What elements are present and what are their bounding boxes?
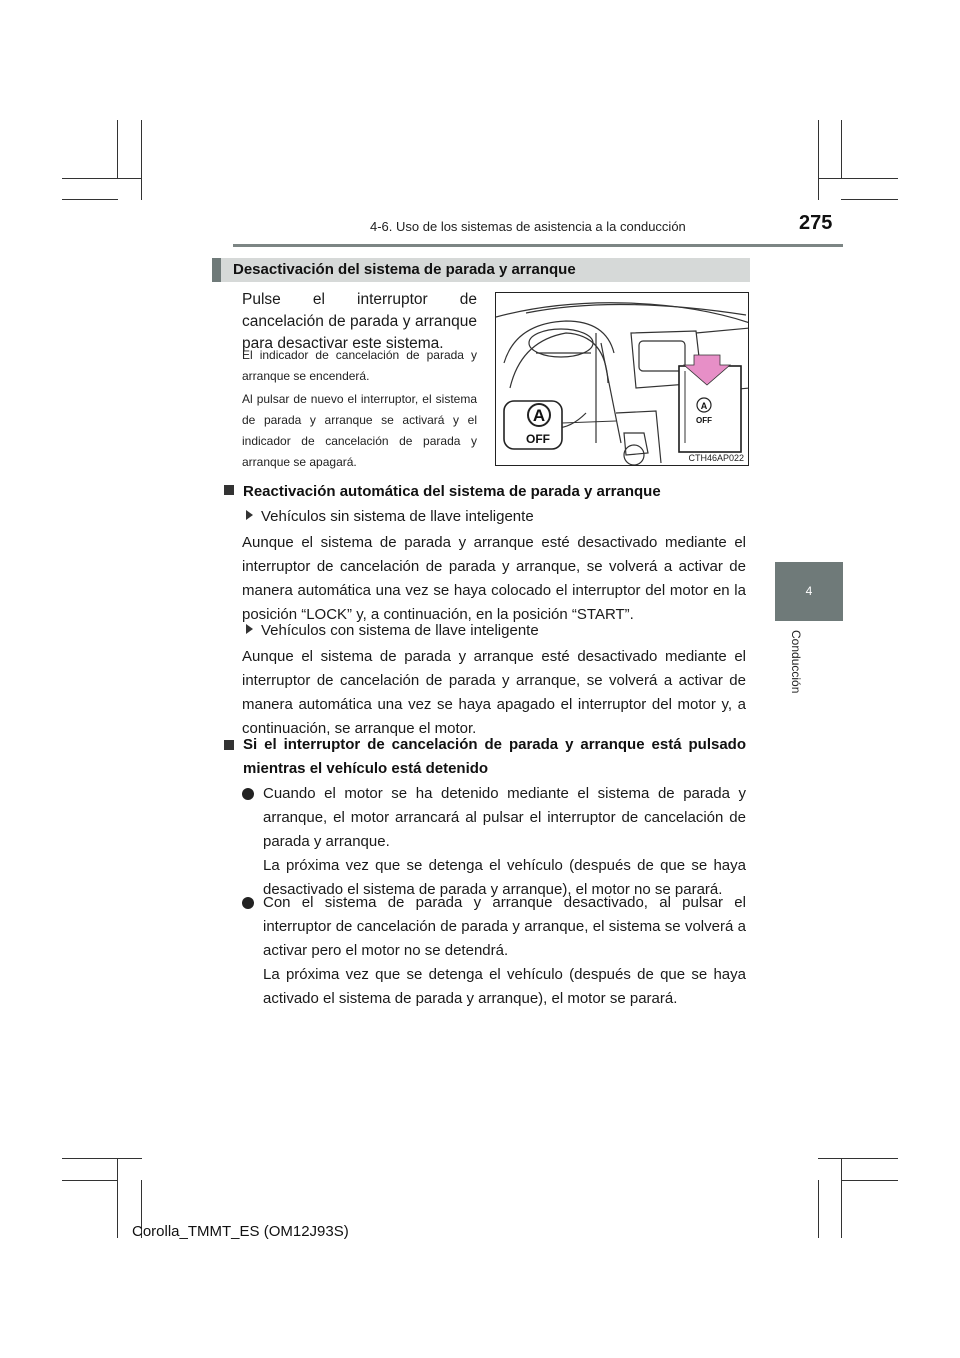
case-2-text: Aunque el sistema de parada y arranque esté desactivado mediante el interruptor de cancelación de parada y arranque, se volverá a activar de manera automática una vez se haya apagado el interruptor del motor y, a continuación, se arranque el motor.: [242, 648, 746, 737]
small-button-label: OFF: [696, 416, 712, 425]
chapter-tab-label: Conducción: [789, 630, 803, 694]
crop-mark: [841, 1180, 898, 1181]
square-bullet-icon: [224, 485, 234, 495]
crop-mark: [117, 120, 118, 178]
item-1-text: Cuando el motor se ha detenido mediante el sistema de parada y arranque, el motor arrancará al pulsar el interruptor de cancelación de parada y arranque.: [263, 785, 746, 850]
item-2-note: La próxima vez que se detenga el vehículo (después de que se haya activado el sistema de parada y arranque), el motor se parará.: [263, 966, 746, 1007]
round-bullet-icon: [242, 897, 254, 909]
large-button-label: OFF: [526, 432, 550, 446]
large-button-letter: A: [532, 406, 546, 425]
crop-mark: [62, 178, 142, 179]
dashboard-drawing: [496, 293, 749, 466]
crop-mark: [117, 1158, 118, 1238]
list-item: [242, 782, 746, 902]
crop-mark: [818, 178, 898, 179]
intro-note-2: Al pulsar de nuevo el interruptor, el sistema de parada y arranque se activará y el indicador de cancelación de parada y arranque se apagará.: [242, 392, 477, 469]
triangle-bullet-icon: [246, 510, 253, 520]
pressed-heading: Si el interruptor de cancelación de parada y arranque está pulsado mientras el vehículo está detenido: [224, 733, 746, 781]
crop-mark: [818, 1158, 898, 1159]
item-2-text: Con el sistema de parada y arranque desactivado, al pulsar el interruptor de cancelación de parada y arranque, el sistema se volverá a activar pero el motor no se detendrá.: [263, 894, 746, 959]
crop-mark: [841, 120, 842, 178]
triangle-bullet-icon: [246, 624, 253, 634]
crop-mark: [841, 199, 898, 200]
page-number: 275: [799, 212, 833, 234]
section-title: Desactivación del sistema de parada y arranque: [212, 258, 750, 282]
case-1-title: Vehículos sin sistema de llave inteligente: [246, 506, 534, 528]
crop-mark: [62, 1158, 142, 1159]
figure-code: CTH46AP022: [688, 453, 744, 463]
square-bullet-icon: [224, 740, 234, 750]
crop-mark: [841, 1158, 842, 1238]
intro-note-1: El indicador de cancelación de parada y arranque se encenderá.: [242, 348, 477, 383]
reactivation-heading: Reactivación automática del sistema de parada y arranque: [224, 481, 661, 503]
crop-mark: [62, 1180, 118, 1181]
crop-mark: [141, 120, 142, 200]
small-button-letter: A: [700, 401, 708, 411]
case-1-text: Aunque el sistema de parada y arranque esté desactivado mediante el interruptor de cancelación de parada y arranque, se volverá a activar de manera automática una vez se haya colocado el interruptor del motor en la posición “LOCK” y, a continuación, en la posición “START”.: [242, 534, 746, 623]
dashboard-illustration: [495, 292, 749, 466]
running-header: 4-6. Uso de los sistemas de asistencia a la conducción: [370, 219, 686, 234]
crop-mark: [818, 1180, 819, 1238]
header-rule: [233, 244, 843, 247]
case-2-title: Vehículos con sistema de llave inteligente: [246, 620, 539, 642]
intro-text: Pulse el interruptor de cancelación de parada y arranque para desactivar este sistema.: [242, 291, 477, 352]
footer-model: Corolla_TMMT_ES (OM12J93S): [132, 1223, 349, 1240]
round-bullet-icon: [242, 788, 254, 800]
chapter-tab: 4: [775, 562, 843, 621]
list-item: [242, 891, 746, 1011]
item-1-note: La próxima vez que se detenga el vehículo (después de que se haya desactivado el sistema de parada y arranque), el motor no se parará.: [263, 857, 746, 898]
crop-mark: [62, 199, 118, 200]
crop-mark: [818, 120, 819, 200]
